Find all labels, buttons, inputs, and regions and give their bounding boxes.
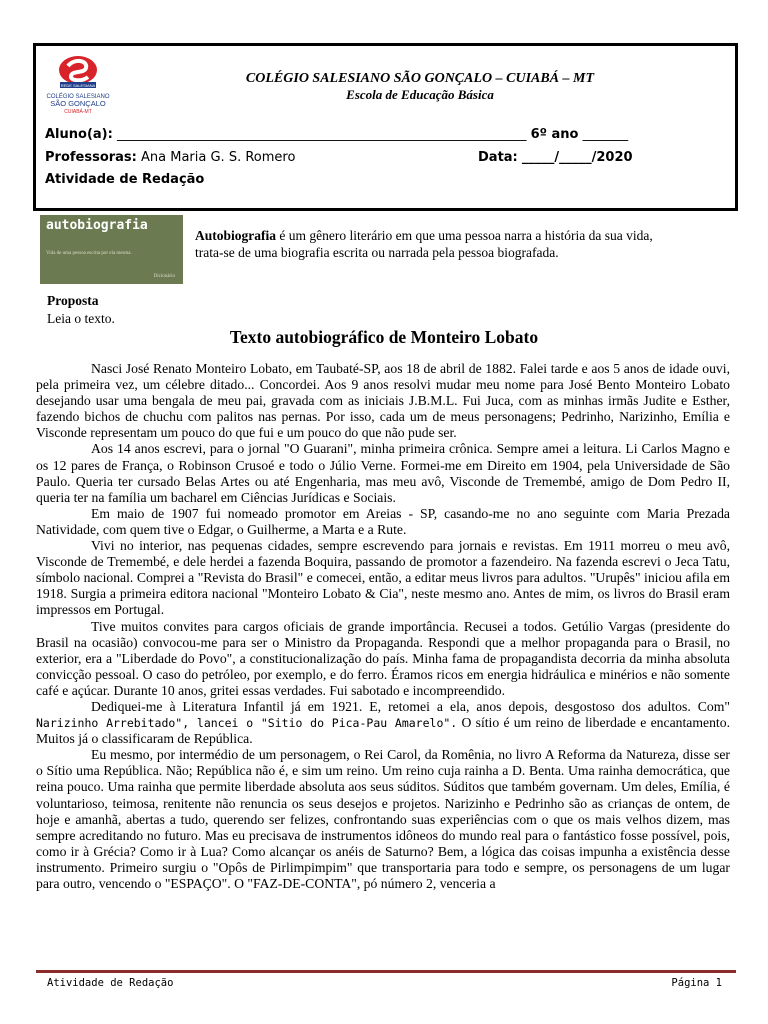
date-row — [478, 150, 633, 165]
professoras-value: Ana Maria G. S. Romero — [141, 150, 296, 165]
school-name: COLÉGIO SALESIANO SÃO GONÇALO – CUIABÁ – MT — [245, 71, 595, 86]
school-logo — [44, 52, 112, 118]
proposta-label: Proposta — [47, 293, 99, 308]
logo-text-1: REDE SALESIANA — [60, 83, 96, 88]
paragraph-6-c: O sítio é um reino de liberdade e encantamento. Muitos já o classificaram de República. — [36, 715, 730, 747]
thumbnail-caption: Vida de uma pessoa escrita por ela mesma. — [46, 251, 132, 256]
intro-text: é um gênero literário em que uma pessoa narra a história da sua vida, — [276, 228, 653, 243]
data-label: Data: — [478, 150, 518, 165]
logo-text-4: CUIABÁ-MT — [64, 109, 92, 115]
thumbnail-signature: Dicionário — [153, 274, 175, 279]
aluno-label: Aluno(a): — [45, 127, 113, 142]
teacher-row — [45, 150, 295, 165]
paragraph-6-b: Narizinho Arrebitado", lancei o "Sitio do Pica-Pau Amarelo". — [36, 716, 458, 731]
intro-paragraph — [195, 226, 735, 245]
paragraph-6-a: Dediquei-me à Literatura Infantil já em 1921. E, retomei a ela, anos depois, desgostoso dos adultos. Com" — [91, 698, 730, 714]
logo-text-3: SÃO GONÇALO — [50, 99, 106, 108]
professoras-label: Professoras: — [45, 150, 137, 165]
aluno-line[interactable]: _______________________________________________________________ — [116, 127, 527, 142]
footer-divider — [36, 970, 736, 973]
paragraph-4: Vivi no interior, nas pequenas cidades, sempre escrevendo para jornais e revistas. Em 1911 morreu o meu avô, Visconde de Tremembé, e dele herdei a fazenda Boquira, passando de promotor a fazendeiro. Na fazenda escrevi o Jeca Tatu, símbolo nacional. Comprei a "Revista do Brasil" e comecei, então, a editar meus livros para adultos. "Urupês" iniciou afila em 1918. Surgia a primeira editora nacional "Monteiro Lobato & Cia", neste mesmo ano. Antes de mim, os livros do Brasil eram impressos em Portugal. — [36, 538, 730, 618]
paragraph-7: Eu mesmo, por intermédio de um personagem, o Rei Carol, da Romênia, no livro A Reforma da Natureza, disse ser o Sítio uma República. Não; República não é, e sim um reino. Um reino cuja rainha a D. Benta. Uma rainha democrática, que reina pouco. Uma rainha que permite liberdade absoluta aos seus súditos. Súditos que também governam. Um deles, Emília, é voluntarioso, teimosa, renitente não renuncia os seus desejos e projetos. Narizinho e Pedrinho são as crianças de ontem, de hoje e amanhã, abertas a tudo, querendo ser felizes, confrontando suas experiências com o que os mais velhos dizem, mas sempre acreditando no futuro. Mas eu precisava de instrumentos idôneos do mundo real para o fantástico fosse possível, pois, como ir à Grécia? Como ir à Lua? Como alcançar os anéis de Saturno? Bem, a lógica das coisas impunha a existência desse instrumento. Primeiro surgiu o "Opôs de Pirlimpimpim" que transportaria para todo e sempre, os personagens de um lugar para outro, vencendo o "ESPAÇO". O "FAZ-DE-CONTA", pó número 2, venceria a — [36, 747, 730, 891]
activity-label: Atividade de Redação — [45, 172, 205, 187]
paragraph-6 — [36, 699, 730, 747]
proposta-instruction: Leia o texto. — [47, 311, 115, 326]
page-number: Página 1 — [671, 977, 722, 989]
data-value[interactable]: _____/_____/2020 — [521, 150, 633, 165]
autobiografia-image — [40, 215, 183, 284]
paragraph-3: Em maio de 1907 fui nomeado promotor em Areias - SP, casando-me no ano seguinte com Maria Prezada Natividade, com quem tive o Edgar, o Guilherme, a Marta e a Rute. — [36, 505, 730, 537]
student-row — [45, 127, 628, 142]
school-subtitle: Escola de Educação Básica — [346, 87, 494, 102]
text-title: Texto autobiográfico de Monteiro Lobato — [229, 327, 539, 347]
thumbnail-title: autobiografia — [46, 218, 148, 233]
footer-activity: Atividade de Redação — [47, 977, 174, 989]
intro-term: Autobiografia — [195, 228, 276, 243]
logo-text-2: COLÉGIO SALESIANO — [46, 94, 110, 100]
paragraph-2: Aos 14 anos escrevi, para o jornal "O Guarani", minha primeira crônica. Sempre amei a leitura. Li Carlos Magno e os 12 pares de França, o Robinson Crusoé e todo o Júlio Verne. Formei-me em Direito em 1904, pela Universidade de São Paulo. Queria ter cursado Belas Artes ou até Engenharia, mas meu avô, Visconde de Tremembé, amigo de Dom Pedro II, queria ter na família um bacharel em Ciências Jurídicas e Sociais. — [36, 441, 730, 505]
text-body — [36, 361, 730, 892]
grade-label: 6º ano — [530, 127, 579, 142]
grade-line[interactable]: _______ — [582, 127, 629, 142]
paragraph-5: Tive muitos convites para cargos oficiais de grande importância. Recusei a todos. Getúlio Vargas (presidente do Brasil na ocasião) convocou-me para ser o Ministro da Propaganda. Respondi que a melhor propaganda para o Brasil, no exterior, era a "Liberdade do Povo", a constitucionalização do país. Minha fama de propagandista decorria da minha absoluta convicção pessoal. O caso do petróleo, por exemplo, e do ferro. Éramos ricos em energia hidráulica e minérios e não somente café e açúcar. Durante 10 anos, gritei essas verdades. Fui sabotado e incompreendido. — [36, 618, 730, 698]
intro-text-2: trata-se de uma biografia escrita ou narrada pela pessoa biografada. — [195, 245, 559, 260]
paragraph-1: Nasci José Renato Monteiro Lobato, em Taubaté-SP, aos 18 de abril de 1882. Falei tarde e aos 5 anos de idade ouvi, pela primeira vez, um célebre ditado... Concordei. Aos 9 anos resolvi mudar meu nome para José Bento Monteiro Lobato desejando usar uma bengala de meu pai, gravada com as iniciais J.B.M.L. Fui Juca, com as minhas irmãs Judite e Esther, fazendo bichos de chuchu com palitos nas pernas. Por isso, cada um de meus personagens; Pedrinho, Narizinho, Emília e Visconde representam um pouco do que fui e um pouco do que não pude ser. — [36, 361, 730, 441]
